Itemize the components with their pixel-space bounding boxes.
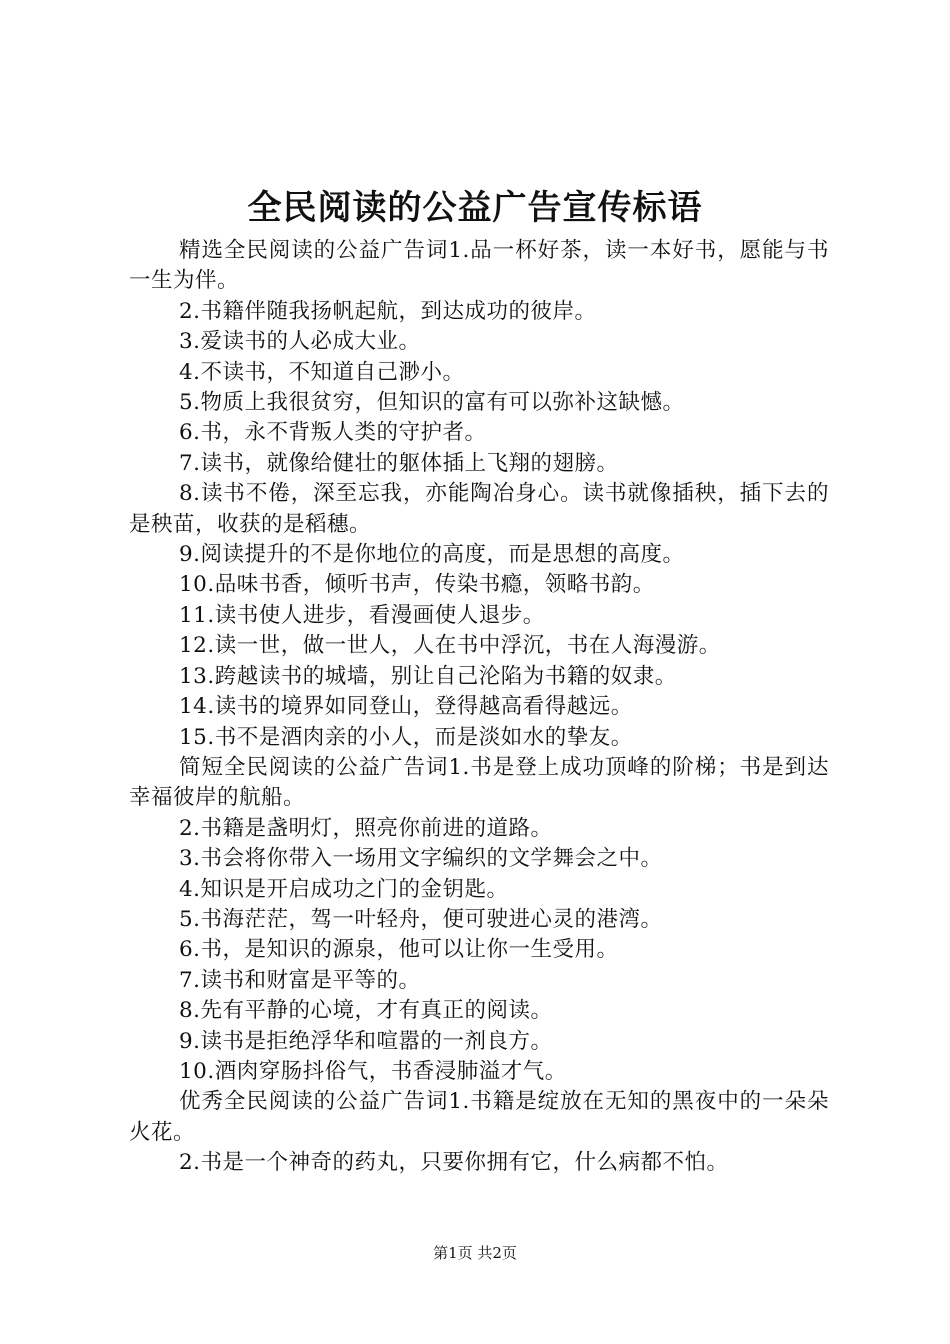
paragraph: 简短全民阅读的公益广告词1.书是登上成功顶峰的阶梯；书是到达幸福彼岸的航船。 — [129, 754, 829, 811]
paragraph: 5.书海茫茫，驾一叶轻舟，便可驶进心灵的港湾。 — [179, 906, 663, 932]
paragraph: 精选全民阅读的公益广告词1.品一杯好茶，读一本好书，愿能与书一生为伴。 — [129, 238, 829, 294]
paragraph: 9.阅读提升的不是你地位的高度，而是思想的高度。 — [179, 542, 685, 568]
paragraph: 12.读一世，做一世人，人在书中浮沉，书在人海漫游。 — [179, 633, 721, 659]
document-body — [129, 236, 829, 1179]
paragraph: 6.书，是知识的源泉，他可以让你一生受用。 — [179, 937, 619, 963]
paragraph: 14.读书的境界如同登山，登得越高看得越远。 — [179, 694, 633, 720]
paragraph: 2.书是一个神奇的药丸，只要你拥有它，什么病都不怕。 — [179, 1150, 729, 1176]
paragraph: 7.读书，就像给健壮的躯体插上飞翔的翅膀。 — [179, 450, 619, 476]
paragraph: 13.跨越读书的城墙，别让自己沦陷为书籍的奴隶。 — [179, 663, 677, 689]
paragraph: 8.读书不倦，深至忘我，亦能陶冶身心。读书就像插秧，插下去的是秧苗，收获的是稻穗。 — [129, 481, 829, 537]
paragraph: 6.书，永不背叛人类的守护者。 — [179, 420, 487, 446]
paragraph: 11.读书使人进步，看漫画使人退步。 — [179, 602, 545, 628]
paragraph: 4.不读书，不知道自己渺小。 — [179, 359, 465, 385]
paragraph: 7.读书和财富是平等的。 — [179, 967, 421, 993]
paragraph: 10.品味书香，倾听书声，传染书瘾，领略书韵。 — [179, 572, 655, 598]
paragraph: 15.书不是酒肉亲的小人，而是淡如水的挚友。 — [179, 724, 633, 750]
paragraph: 2.书籍是盏明灯，照亮你前进的道路。 — [179, 815, 553, 841]
paragraph: 10.酒肉穿肠抖俗气，书香浸肺溢才气。 — [179, 1058, 567, 1084]
paragraph: 3.书会将你带入一场用文字编织的文学舞会之中。 — [179, 846, 663, 872]
paragraph: 9.读书是拒绝浮华和喧嚣的一剂良方。 — [179, 1028, 553, 1054]
page-number-footer: 第1页 共2页 — [433, 1244, 517, 1262]
document-title: 全民阅读的公益广告宣传标语 — [247, 188, 703, 228]
paragraph: 3.爱读书的人必成大业。 — [179, 329, 421, 355]
paragraph: 5.物质上我很贫穷，但知识的富有可以弥补这缺憾。 — [179, 390, 685, 416]
paragraph: 4.知识是开启成功之门的金钥匙。 — [179, 876, 509, 902]
paragraph: 优秀全民阅读的公益广告词1.书籍是绽放在无知的黑夜中的一朵朵火花。 — [129, 1089, 829, 1145]
paragraph: 8.先有平静的心境，才有真正的阅读。 — [179, 998, 553, 1024]
paragraph: 2.书籍伴随我扬帆起航，到达成功的彼岸。 — [179, 298, 597, 324]
